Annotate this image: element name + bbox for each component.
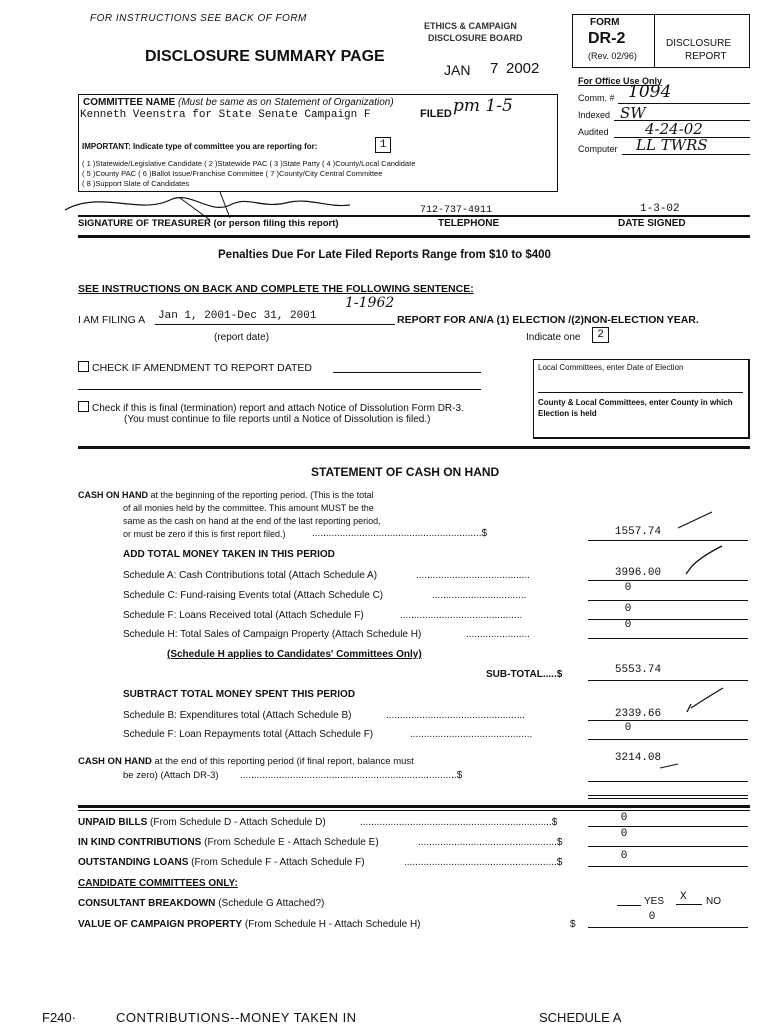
coh-end-text: at the end of this reporting period (if final report, balance must [154, 756, 414, 767]
indicate-one-label: Indicate one [526, 332, 581, 343]
filing-suffix: REPORT FOR AN/A (1) ELECTION /(2)NON-ELECTION YEAR. [397, 314, 699, 326]
received-stamp [408, 18, 558, 98]
report-type-1: DISCLOSURE [666, 38, 732, 49]
committee-name-note: (Must be same as on Statement of Organization) [178, 97, 394, 108]
consultant-bold: CONSULTANT BREAKDOWN [78, 898, 216, 909]
office-computer-value: LL TWRS [636, 136, 708, 154]
coh-begin-line4: or must be zero if this is first report filed.) [123, 529, 286, 539]
committee-name-value: Kenneth Veenstra for State Senate Campaign F [80, 109, 371, 121]
footer-schedule-label: SCHEDULE A [539, 1010, 622, 1025]
coh-begin-line3: same as the cash on hand at the end of the last reporting period, [123, 516, 381, 526]
loans-text: (From Schedule F - Attach Schedule F) [191, 857, 365, 868]
sched-c-leader: .................................. [432, 590, 527, 601]
sched-h-note: (Schedule H applies to Candidates' Committees Only) [167, 649, 422, 660]
date-signed-label: DATE SIGNED [618, 218, 686, 229]
statement-heading: STATEMENT OF CASH ON HAND [311, 465, 500, 479]
sched-c-value: 0 [624, 582, 632, 594]
consultant-no-label[interactable]: NO [706, 896, 721, 907]
inkind-bold: IN KIND CONTRIBUTIONS [78, 837, 202, 848]
sched-f2-leader: ............................................ [410, 729, 533, 740]
sched-b-leader: .................................................. [386, 710, 525, 721]
sched-h-leader: ....................... [466, 629, 530, 640]
footer-form-code: F240· [42, 1010, 76, 1025]
subtotal-value: 5553.74 [614, 664, 662, 676]
date-signed-value: 1-3-02 [640, 203, 680, 215]
filed-stamp: FILED [420, 108, 452, 120]
checkmark-icon [676, 508, 716, 532]
sched-f2-label: Schedule F: Loan Repayments total (Attach Schedule F) [123, 729, 374, 740]
coh-end-line1 [78, 756, 414, 767]
unpaid-bills-bold: UNPAID BILLS [78, 817, 148, 828]
coh-begin-bold: CASH ON HAND [78, 490, 149, 500]
filed-handwriting: pm 1-5 [453, 96, 513, 116]
filing-period: Jan 1, 2001-Dec 31, 2001 [158, 310, 317, 322]
inkind-leader: ..................................................$ [418, 837, 563, 848]
property-dollar: $ [570, 919, 576, 930]
inkind-text: (From Schedule E - Attach Schedule E) [204, 837, 379, 848]
office-audited-value: 4-24-02 [645, 120, 703, 138]
sched-f2-value: 0 [624, 722, 632, 734]
sched-a-leader: ......................................... [416, 570, 530, 581]
checkmark-icon [658, 760, 682, 774]
sched-c-label: Schedule C: Fund-raising Events total (Attach Schedule C) [123, 590, 384, 601]
final-report-row[interactable] [78, 401, 464, 414]
important-note: IMPORTANT: Indicate type of committee you are reporting for: [82, 142, 318, 151]
filing-prefix: I AM FILING A [78, 314, 146, 326]
election-year-box[interactable]: 2 [592, 327, 609, 343]
sched-f-label: Schedule F: Loans Received total (Attach Schedule F) [123, 610, 364, 621]
form-revision: (Rev. 02/96) [588, 51, 637, 61]
page-title: DISCLOSURE SUMMARY PAGE [145, 48, 385, 65]
office-use-heading: For Office Use Only [578, 76, 663, 86]
office-indexed-label: Indexed [578, 110, 611, 120]
consultant-yes-label[interactable]: YES [644, 896, 665, 907]
stamp-month: JAN [444, 62, 471, 78]
amendment-checkbox[interactable] [78, 361, 89, 372]
property-text: (From Schedule H - Attach Schedule H) [244, 919, 421, 930]
loans-value: 0 [620, 850, 628, 862]
office-comm-label: Comm. # [578, 93, 615, 103]
sched-b-value: 2339.66 [614, 708, 662, 720]
stamp-year: 2002 [506, 60, 540, 77]
coh-end-value: 3214.08 [614, 752, 662, 764]
office-comm-value: 1094 [628, 82, 672, 102]
office-audited-label: Audited [578, 127, 609, 137]
instructions-note: FOR INSTRUCTIONS SEE BACK OF FORM [90, 13, 307, 24]
coh-begin-leader: .............................................................$ [312, 528, 488, 539]
sched-a-label: Schedule A: Cash Contributions total (Attach Schedule A) [123, 570, 378, 581]
consultant-label [78, 898, 324, 909]
report-type-2: REPORT [685, 51, 727, 62]
sched-f-value: 0 [624, 603, 632, 615]
sched-h-label: Schedule H: Total Sales of Campaign Property (Attach Schedule H) [123, 629, 422, 640]
checkmark-icon [683, 686, 727, 722]
phone-label: TELEPHONE [438, 218, 500, 229]
office-computer-label: Computer [578, 144, 618, 154]
local-election-date-label: Local Committees, enter Date of Election [538, 363, 684, 372]
stamp-board: DISCLOSURE BOARD [428, 33, 523, 43]
unpaid-bills-text: (From Schedule D - Attach Schedule D) [150, 817, 326, 828]
coh-end-leader: ..............................................................................$ [240, 770, 463, 781]
filing-handwritten: 1-1962 [345, 295, 395, 311]
coh-begin-line2: of all monies held by the committee. This amount MUST be the [123, 503, 374, 513]
property-value: 0 [648, 911, 656, 923]
amendment-label: CHECK IF AMENDMENT TO REPORT DATED [92, 362, 312, 374]
local-county-label: County & Local Committees, enter County in which Election is held [538, 398, 733, 418]
candidate-committees-heading: CANDIDATE COMMITTEES ONLY: [78, 878, 238, 889]
office-indexed-value: SW [620, 104, 646, 122]
loans-bold: OUTSTANDING LOANS [78, 857, 189, 868]
add-heading: ADD TOTAL MONEY TAKEN IN THIS PERIOD [123, 549, 335, 560]
report-date-label: (report date) [214, 332, 270, 343]
committee-type-box[interactable]: 1 [375, 137, 391, 153]
checkmark-icon [682, 544, 726, 580]
consultant-no-mark[interactable]: X [680, 891, 687, 903]
coh-begin-text: at the beginning of the reporting period. (This is the total [150, 490, 374, 500]
final-report-checkbox[interactable] [78, 401, 89, 412]
committee-types-1: ( 1 )Statewide/Legislative Candidate ( 2 )Statewide PAC ( 3 )State Party ( 4 )County/Local Candidate [82, 159, 416, 168]
sched-h-value: 0 [624, 619, 632, 631]
consultant-text: (Schedule G Attached?) [218, 898, 325, 909]
committee-name-bold: COMMITTEE NAME [83, 97, 176, 108]
amendment-row[interactable] [78, 361, 312, 374]
subtotal-label: SUB-TOTAL.....$ [486, 669, 563, 680]
sched-b-label: Schedule B: Expenditures total (Attach Schedule B) [123, 710, 352, 721]
unpaid-bills-leader: .....................................................................$ [360, 817, 558, 828]
property-label [78, 919, 421, 930]
inkind-value: 0 [620, 828, 628, 840]
coh-end-bold: CASH ON HAND [78, 756, 152, 767]
stamp-agency: ETHICS & CAMPAIGN [424, 21, 517, 31]
committee-name-label [83, 97, 394, 108]
penalties-note: Penalties Due For Late Filed Reports Range from $10 to $400 [218, 249, 551, 261]
instructions-heading: SEE INSTRUCTIONS ON BACK AND COMPLETE THE FOLLOWING SENTENCE: [78, 283, 474, 295]
committee-types-3: ( 8 )Support Slate of Candidates [82, 179, 190, 188]
loans-label [78, 857, 365, 868]
signature-label: SIGNATURE OF TREASURER (or person filing this report) [78, 218, 339, 229]
sched-a-value: 3996.00 [614, 567, 662, 579]
property-bold: VALUE OF CAMPAIGN PROPERTY [78, 919, 243, 930]
form-label: FORM [590, 17, 620, 28]
sched-f-leader: ............................................ [400, 610, 523, 621]
form-number: DR-2 [588, 30, 626, 47]
coh-end-line2: be zero) (Attach DR-3) [123, 770, 219, 781]
loans-leader: .......................................................$ [404, 857, 563, 868]
subtract-heading: SUBTRACT TOTAL MONEY SPENT THIS PERIOD [123, 689, 356, 700]
coh-begin-value: 1557.74 [614, 526, 662, 538]
phone-value: 712-737-4911 [420, 205, 493, 216]
final-report-label: Check if this is final (termination) report and attach Notice of Dissolution Form DR-3. [92, 403, 464, 414]
committee-types-2: ( 5 )County PAC ( 6 )Ballot Issue/Franchise Committee ( 7 )County/City Central Committee [82, 169, 383, 178]
inkind-label [78, 837, 379, 848]
final-report-note: (You must continue to file reports until a Notice of Dissolution is filed.) [124, 414, 431, 425]
coh-begin-line1 [78, 490, 374, 500]
stamp-day: 7 [490, 60, 499, 77]
unpaid-bills-label [78, 817, 326, 828]
footer-schedule-title: CONTRIBUTIONS--MONEY TAKEN IN [116, 1010, 357, 1025]
unpaid-bills-value: 0 [620, 812, 628, 824]
